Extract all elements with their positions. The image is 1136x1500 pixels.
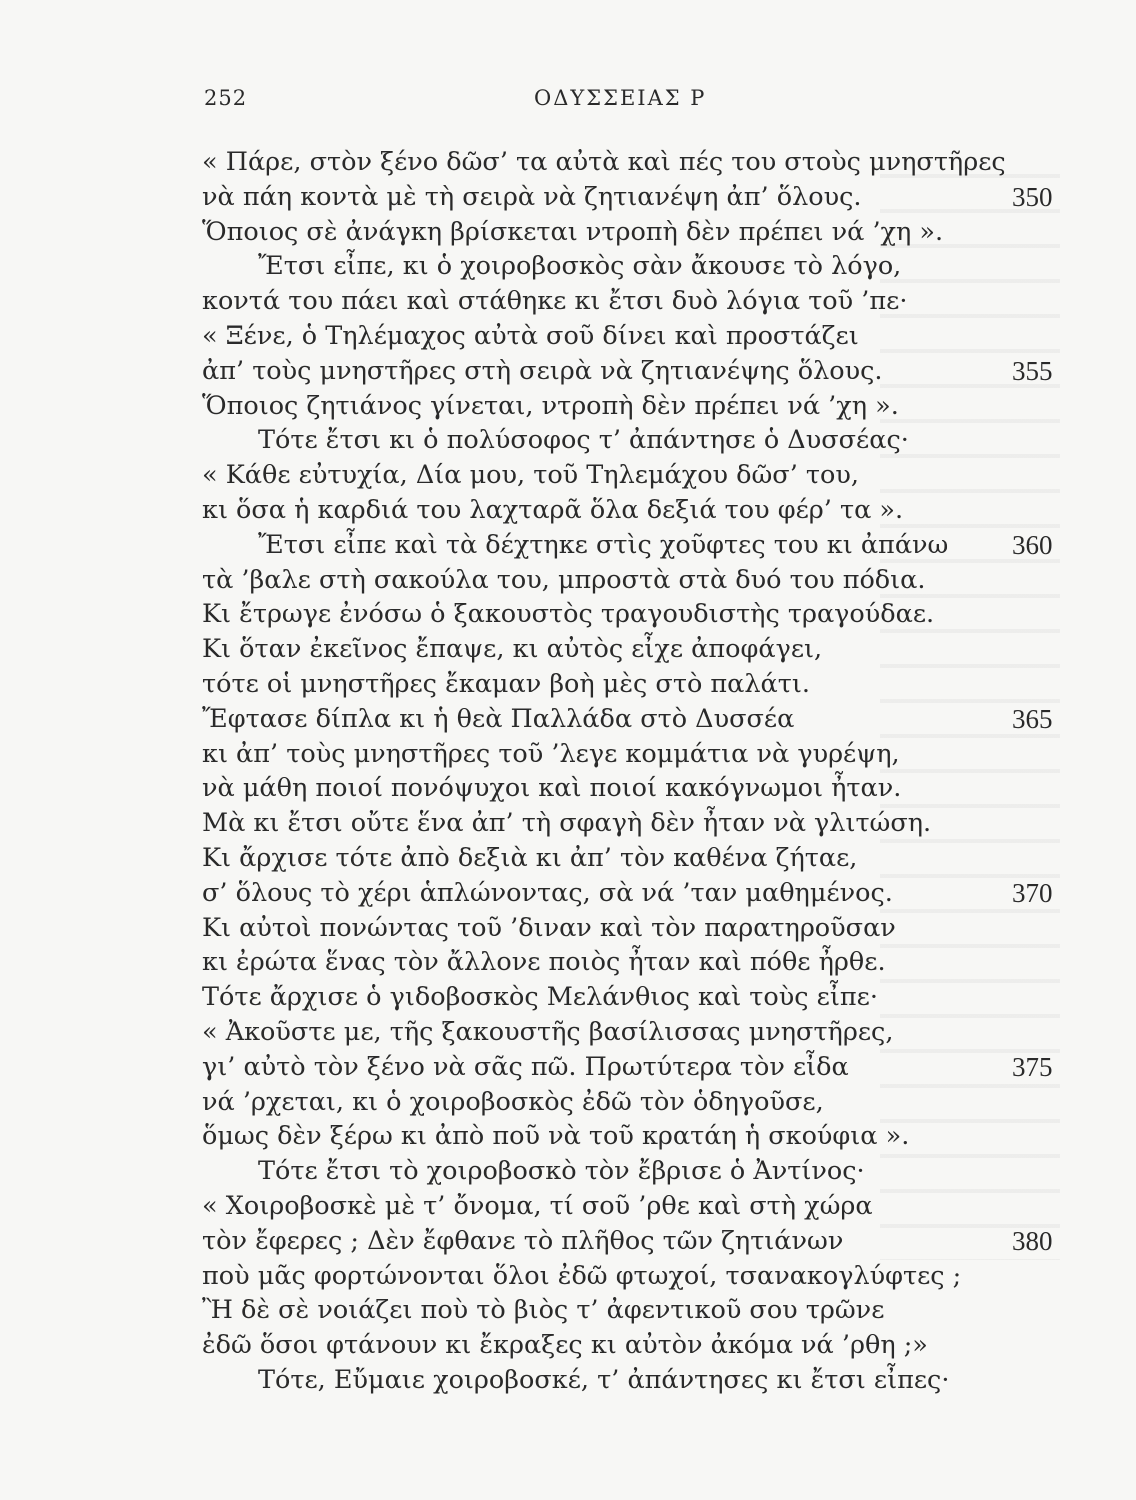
verse-line [0, 632, 1136, 667]
verse-text: νά ’ρχεται, κι ὁ χοιροβοσκὸς ἐδῶ τὸν ὁδηγοῦσε, [202, 1086, 824, 1117]
verse-text: τότε οἱ μνηστῆρες ἔκαμαν βοὴ μὲς στὸ παλάτι. [202, 668, 810, 699]
verse-line [0, 841, 1136, 876]
verse-line [0, 1085, 1136, 1120]
verse-text: Κι ὅταν ἐκεῖνος ἔπαψε, κι αὐτὸς εἶχε ἀποφάγει, [202, 634, 823, 665]
verse-line [0, 284, 1136, 319]
verse-text: Τότε ἄρχισε ὁ γιδοβοσκὸς Μελάνθιος καὶ τοὺς εἶπε· [202, 982, 878, 1013]
verse-line [0, 145, 1136, 180]
verse-line [0, 215, 1136, 250]
verse-text: Μὰ κι ἔτσι οὔτε ἕνα ἀπ’ τὴ σφαγὴ δὲν ἦταν νὰ γλιτώση. [202, 808, 932, 839]
verse-line [0, 1154, 1136, 1189]
verse-text: Ὅποιος σὲ ἀνάγκη βρίσκεται ντροπὴ δὲν πρέπει νά ’χη ». [202, 216, 944, 247]
running-head [204, 86, 984, 116]
verse-line [0, 876, 1136, 911]
verse-line [0, 597, 1136, 632]
poem-text [0, 145, 1136, 1398]
verse-line [0, 945, 1136, 980]
line-number: 350 [1012, 181, 1053, 212]
verse-line [0, 180, 1136, 215]
verse-text: Ἔτσι εἶπε, κι ὁ χοιροβοσκὸς σὰν ἄκουσε τὸ λόγο, [258, 251, 902, 282]
verse-line [0, 249, 1136, 284]
verse-line [0, 389, 1136, 424]
verse-text: κοντά του πάει καὶ στάθηκε κι ἔτσι δυὸ λόγια τοῦ ’πε· [202, 286, 908, 317]
line-number: 355 [1012, 355, 1053, 386]
verse-text: Κι αὐτοὶ πονώντας τοῦ ’διναν καὶ τὸν παρατηροῦσαν [202, 912, 896, 943]
verse-line [0, 1224, 1136, 1259]
line-number: 380 [1012, 1225, 1053, 1256]
verse-line [0, 1293, 1136, 1328]
verse-text: Κι ἄρχισε τότε ἀπὸ δεξιὰ κι ἀπ’ τὸν καθένα ζήταε, [202, 842, 858, 873]
verse-line [0, 667, 1136, 702]
verse-text: κι ἀπ’ τοὺς μνηστῆρες τοῦ ’λεγε κομμάτια νὰ γυρέψη, [202, 738, 900, 769]
verse-line [0, 1259, 1136, 1294]
verse-text: ὅμως δὲν ξέρω κι ἀπὸ ποῦ νὰ τοῦ κρατάη ἡ σκούφια ». [202, 1121, 910, 1152]
verse-line [0, 980, 1136, 1015]
verse-text: « Ξένε, ὁ Τηλέμαχος αὐτὰ σοῦ δίνει καὶ προστάζει [202, 320, 859, 351]
verse-text: Τότε, Εὔμαιε χοιροβοσκέ, τ’ ἀπάντησες κι ἔτσι εἶπες· [258, 1364, 950, 1395]
verse-line [0, 493, 1136, 528]
verse-line [0, 1328, 1136, 1363]
book-title: ΟΔΥΣΣΕΙΑΣ Ρ [534, 86, 707, 110]
page-number: 252 [204, 86, 248, 110]
verse-text: Τότε ἔτσι τὸ χοιροβοσκὸ τὸν ἔβρισε ὁ Ἀντίνος· [258, 1156, 865, 1187]
verse-text: Ὅποιος ζητιάνος γίνεται, ντροπὴ δὲν πρέπει νά ’χη ». [202, 390, 899, 421]
verse-text: κι ὅσα ἡ καρδιά του λαχταρᾶ ὅλα δεξιά του φέρ’ τα ». [202, 494, 904, 525]
verse-text: νὰ μάθη ποιοί πονόψυχοι καὶ ποιοί κακόγνωμοι ἦταν. [202, 773, 902, 804]
verse-line [0, 1189, 1136, 1224]
verse-line [0, 1363, 1136, 1398]
verse-line [0, 702, 1136, 737]
verse-text: ἐδῶ ὅσοι φτάνουν κι ἔκραξες κι αὐτὸν ἀκόμα νά ’ρθη ;» [202, 1330, 928, 1361]
line-number: 370 [1012, 877, 1053, 908]
verse-text: « Ἀκοῦστε με, τῆς ξακουστῆς βασίλισσας μνηστῆρες, [202, 1016, 894, 1047]
verse-text: Ἔφτασε δίπλα κι ἡ θεὰ Παλλάδα στὸ Δυσσέα [202, 703, 795, 734]
line-number: 365 [1012, 703, 1053, 734]
verse-line [0, 319, 1136, 354]
verse-text: τὰ ’βαλε στὴ σακούλα του, μπροστὰ στὰ δυό του πόδια. [202, 564, 926, 595]
verse-text: γι’ αὐτὸ τὸν ξένο νὰ σᾶς πῶ. Πρωτύτερα τὸν εἶδα [202, 1051, 849, 1082]
verse-line [0, 423, 1136, 458]
verse-line [0, 911, 1136, 946]
verse-line [0, 563, 1136, 598]
verse-line [0, 1015, 1136, 1050]
verse-line [0, 806, 1136, 841]
verse-line [0, 458, 1136, 493]
line-number: 375 [1012, 1051, 1053, 1082]
verse-text: « Χοιροβοσκὲ μὲ τ’ ὄνομα, τί σοῦ ’ρθε καὶ στὴ χώρα [202, 1190, 873, 1221]
verse-text: τὸν ἔφερες ; Δὲν ἔφθανε τὸ πλῆθος τῶν ζητιάνων [202, 1225, 844, 1256]
verse-text: Ἢ δὲ σὲ νοιάζει ποὺ τὸ βιὸς τ’ ἀφεντικοῦ σου τρῶνε [202, 1295, 885, 1326]
verse-text: « Κάθε εὐτυχία, Δία μου, τοῦ Τηλεμάχου δῶσ’ του, [202, 460, 859, 491]
verse-text: σ’ ὅλους τὸ χέρι ἁπλώνοντας, σὰ νά ’ταν μαθημένος. [202, 877, 893, 908]
verse-text: νὰ πάη κοντὰ μὲ τὴ σειρὰ νὰ ζητιανέψη ἀπ’ ὅλους. [202, 181, 862, 212]
verse-text: ἀπ’ τοὺς μνηστῆρες στὴ σειρὰ νὰ ζητιανέψης ὅλους. [202, 355, 883, 386]
verse-text: κι ἐρώτα ἕνας τὸν ἄλλονε ποιὸς ἦταν καὶ πόθε ἦρθε. [202, 947, 886, 978]
verse-line [0, 528, 1136, 563]
verse-line [0, 771, 1136, 806]
verse-line [0, 354, 1136, 389]
verse-text: Ἔτσι εἶπε καὶ τὰ δέχτηκε στὶς χοῦφτες του κι ἀπάνω [258, 529, 949, 560]
verse-line [0, 1119, 1136, 1154]
verse-line [0, 1050, 1136, 1085]
line-number: 360 [1012, 529, 1053, 560]
verse-line [0, 737, 1136, 772]
verse-text: Τότε ἔτσι κι ὁ πολύσοφος τ’ ἀπάντησε ὁ Δυσσέας· [258, 425, 909, 456]
verse-text: Κι ἔτρωγε ἐνόσω ὁ ξακουστὸς τραγουδιστὴς τραγούδαε. [202, 599, 935, 630]
verse-text: « Πάρε, στὸν ξένο δῶσ’ τα αὐτὰ καὶ πές του στοὺς μνηστῆρες [202, 147, 1006, 177]
verse-text: ποὺ μᾶς φορτώνονται ὅλοι ἐδῶ φτωχοί, τσανακογλύφτες ; [202, 1260, 962, 1291]
